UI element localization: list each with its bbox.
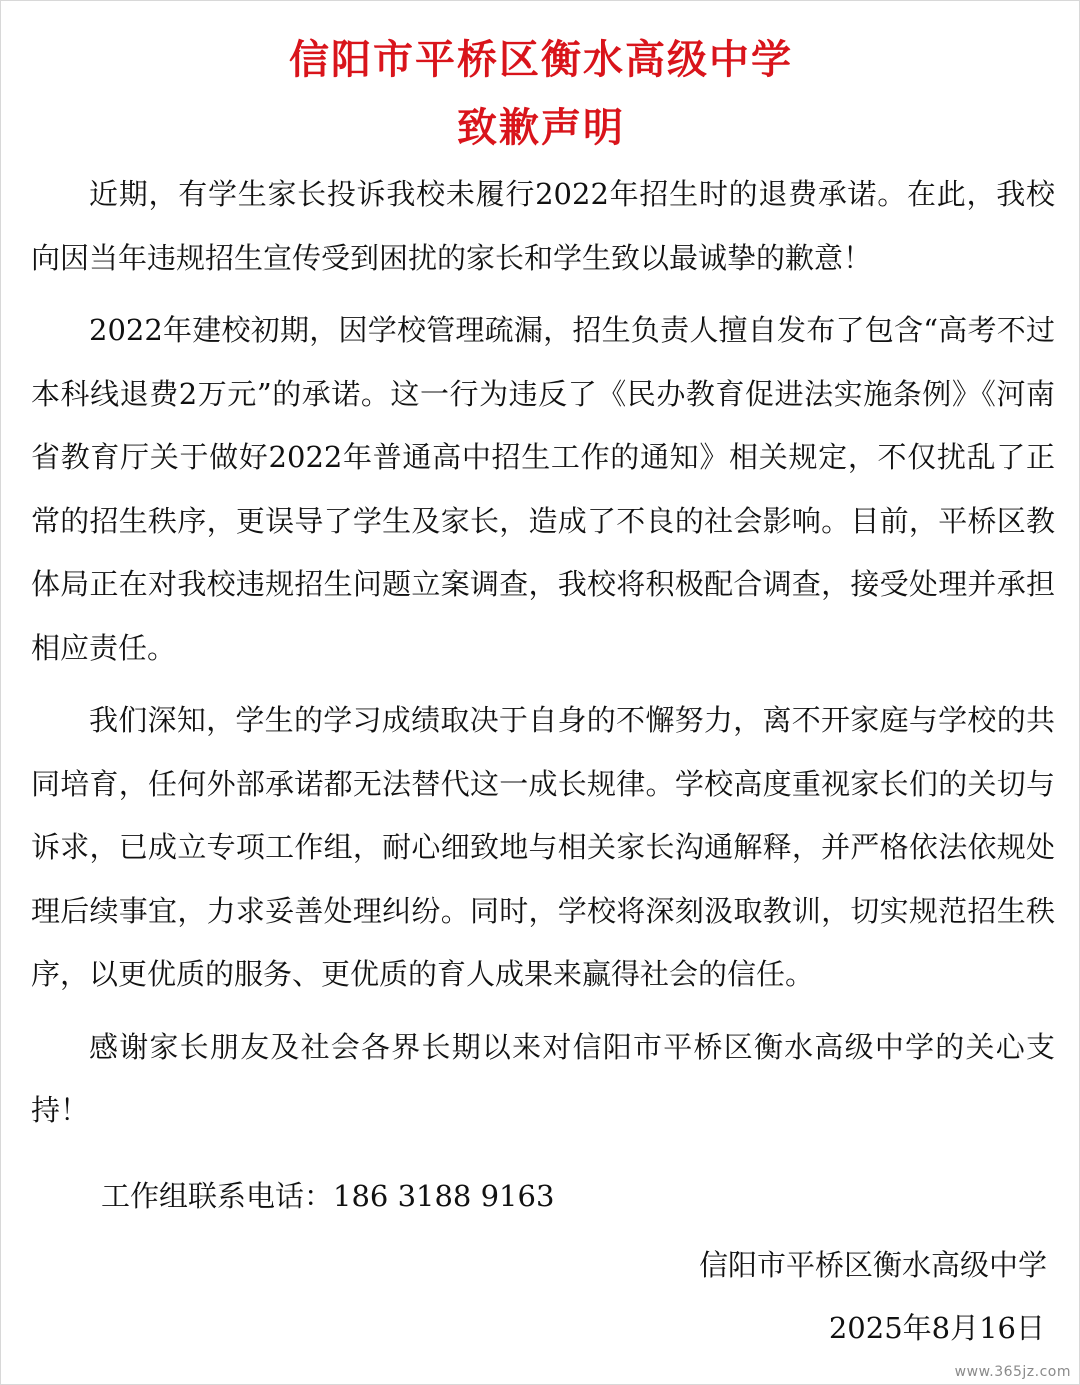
- school-name-heading: 信阳市平桥区衡水高级中学: [289, 37, 793, 83]
- paragraph-violation: 2022年建校初期，因学校管理疏漏，招生负责人擅自发布了包含“高考不过本科线退费2万元”的承诺。这一行为违反了《民办教育促进法实施条例》《河南省教育厅关于做好2022年普通高中招生工作的通知》相关规定，不仅扰乱了正常的招生秩序，更误导了学生及家长，造成了不良的社会影响。目前，平桥区教体局正在对我校违规招生问题立案调查，我校将积极配合调查，接受处理并承担相应责任。: [31, 313, 1055, 665]
- paragraph-commitment: 我们深知，学生的学习成绩取决于自身的不懈努力，离不开家庭与学校的共同培育，任何外部承诺都无法替代这一成长规律。学校高度重视家长们的关切与诉求，已成立专项工作组，耐心细致地与相关家长沟通解释，并严格依法依规处理后续事宜，力求妥善处理纠纷。同时，学校将深刻汲取教训，切实规范招生秩序，以更优质的服务、更优质的育人成果来赢得社会的信任。: [31, 703, 1055, 991]
- paragraph-thanks: 感谢家长朋友及社会各界长期以来对信阳市平桥区衡水高级中学的关心支持！: [31, 1029, 1055, 1127]
- paragraph-apology: 近期，有学生家长投诉我校未履行2022年招生时的退费承诺。在此，我校向因当年违规招生宣传受到困扰的家长和学生致以最诚挚的歉意！: [31, 177, 1055, 275]
- signature-organization: 信阳市平桥区衡水高级中学: [698, 1248, 1047, 1282]
- signature-date: 2025年8月16日: [828, 1311, 1045, 1345]
- site-watermark: www.365jz.com: [954, 1364, 1071, 1380]
- contact-phone: 工作组联系电话：186 3188 9163: [101, 1179, 555, 1213]
- document-title: 致歉声明: [457, 105, 625, 151]
- statement-body: [31, 163, 1055, 1143]
